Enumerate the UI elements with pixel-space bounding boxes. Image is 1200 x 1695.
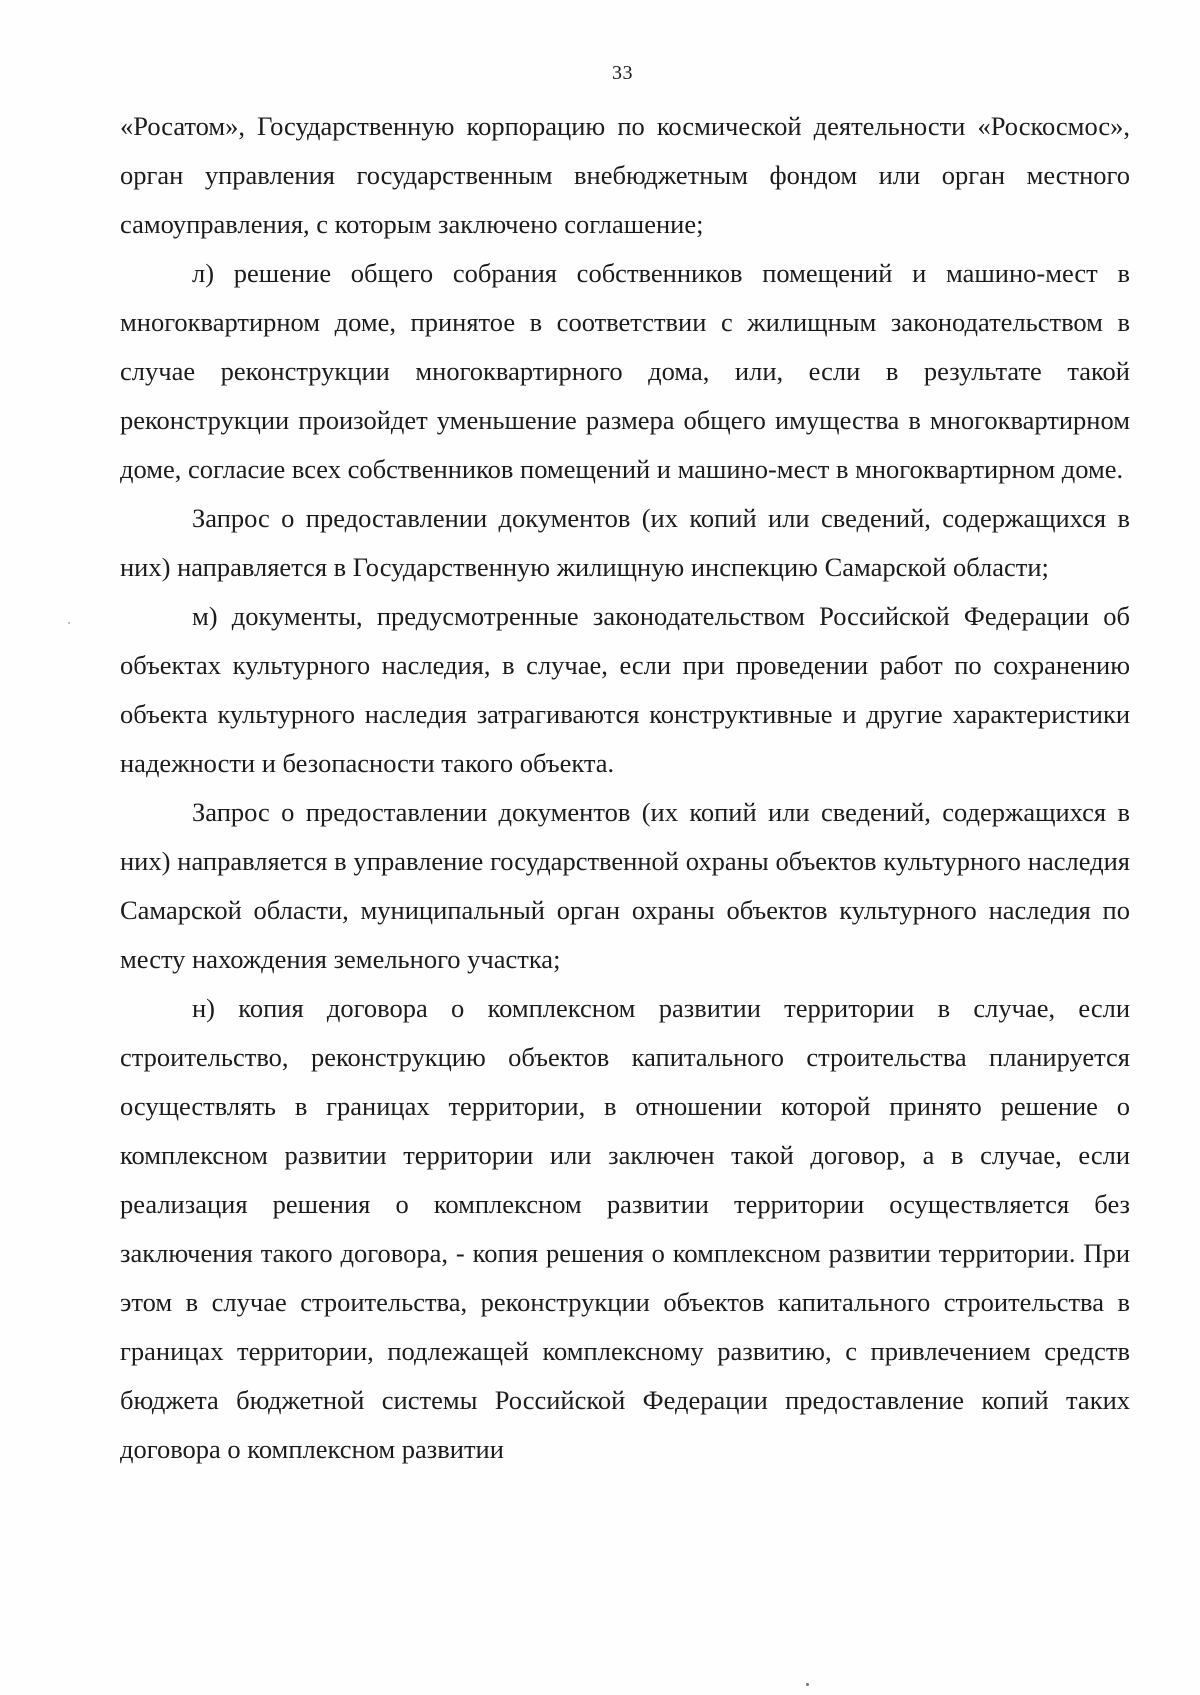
paragraph-continuation: «Росатом», Государственную корпорацию по космической деятельности «Роскосмос», орган управления государственным внебюджетным фондом или орган местного самоуправления, с которым заключено соглашение;	[120, 111, 1130, 239]
scan-speck	[68, 622, 70, 624]
paragraph-item-l: л) решение общего собрания собственников помещений и машино-мест в многоквартирном доме, принятое в соответствии с жилищным законодательством в случае реконструкции многоквартирного дома, или, если в результате такой реконструкции произойдет уменьшение размера общего имущества в многоквартирном доме, согласие всех собственников помещений и машино-мест в многоквартирном доме.	[120, 258, 1130, 484]
paragraph-item-n: н) копия договора о комплексном развитии территории в случае, если строительство, реконструкцию объектов капитального строительства планируется осуществлять в границах территории, в отношении которой принято решение о комплексном развитии территории или заключен такой договор, а в случае, если реализация решения о комплексном развитии территории осуществляется без заключения такого договора, - копия решения о комплексном развитии территории. При этом в случае строительства, реконструкции объектов капитального строительства в границах территории, подлежащей комплексному развитию, с привлечением средств бюджета бюджетной системы Российской Федерации предоставление копий таких договора о комплексном развитии	[120, 993, 1130, 1464]
paragraph-request-l: Запрос о предоставлении документов (их копий или сведений, содержащихся в них) направляется в Государственную жилищную инспекцию Самарской области;	[120, 503, 1130, 582]
document-body	[120, 102, 1130, 1474]
scan-speck	[806, 1683, 809, 1686]
paragraph-request-m: Запрос о предоставлении документов (их копий или сведений, содержащихся в них) направляется в управление государственной охраны объектов культурного наследия Самарской области, муниципальный орган охраны объектов культурного наследия по месту нахождения земельного участка;	[120, 797, 1130, 974]
paragraph-item-m: м) документы, предусмотренные законодательством Российской Федерации об объектах культурного наследия, в случае, если при проведении работ по сохранению объекта культурного наследия затрагиваются конструктивные и другие характеристики надежности и безопасности такого объекта.	[120, 601, 1130, 778]
page-number: 33	[612, 62, 633, 84]
